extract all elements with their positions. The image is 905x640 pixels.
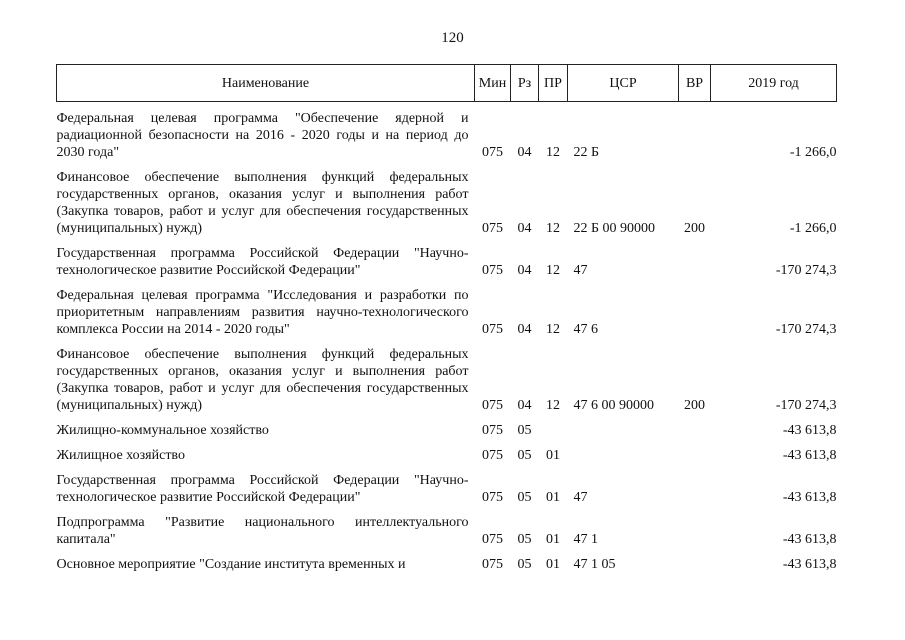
table-row [57, 472, 837, 506]
row-vr [679, 245, 711, 279]
row-rz: 04 [517, 398, 532, 413]
row-name: Федеральная целевая программа "Обеспечение ядерной и радиационной безопасности на 2016 - 2020 годы и на период до 2030 года" [56, 111, 469, 160]
row-name: Финансовое обеспечение выполнения функций федеральных государственных органов, оказания услуг и выполнения работ (Закупка товаров, работ и услуг для обеспечения государственных (муниципальных) нужд) [56, 170, 469, 236]
table-row [57, 287, 837, 338]
row-vr [679, 422, 711, 439]
row-vr: 200 [684, 398, 705, 413]
row-rz: 04 [517, 322, 532, 337]
row-min: 075 [482, 322, 503, 337]
row-vr [679, 556, 711, 573]
row-pr: 01 [546, 557, 560, 572]
table-header-row [57, 65, 837, 102]
row-min: 075 [482, 490, 503, 505]
row-amount: -170 274,3 [775, 263, 837, 278]
header-vr: ВР [679, 65, 711, 102]
table-row [57, 245, 837, 279]
row-name: Жилищно-коммунальное хозяйство [56, 423, 269, 438]
row-csr: 22 Б 00 90000 [573, 221, 656, 236]
row-min: 075 [482, 263, 503, 278]
row-vr: 200 [684, 221, 705, 236]
row-rz: 05 [517, 557, 532, 572]
row-name: Основное мероприятие "Создание института временных и [56, 557, 406, 572]
page-number: 120 [441, 30, 464, 46]
row-vr [679, 110, 711, 161]
row-min: 075 [482, 423, 503, 438]
row-min: 075 [482, 557, 503, 572]
header-name: Наименование [57, 65, 475, 102]
table-row [57, 556, 837, 573]
header-pr: ПР [539, 65, 568, 102]
row-amount: -43 613,8 [782, 557, 837, 572]
row-amount: -43 613,8 [782, 490, 837, 505]
row-min: 075 [482, 532, 503, 547]
row-rz: 05 [517, 423, 532, 438]
row-name: Государственная программа Российской Федерации "Научно-технологическое развитие Российской Федерации" [56, 246, 469, 278]
row-rz: 04 [517, 145, 532, 160]
row-vr [679, 287, 711, 338]
row-csr: 47 6 [573, 322, 598, 337]
row-rz: 05 [517, 448, 532, 463]
row-rz: 04 [517, 263, 532, 278]
row-name: Жилищное хозяйство [56, 448, 185, 463]
row-csr: 47 1 [573, 532, 598, 547]
header-csr: ЦСР [568, 65, 679, 102]
row-pr: 12 [546, 398, 560, 413]
row-pr: 12 [546, 145, 560, 160]
header-min: Мин [475, 65, 511, 102]
row-pr: 12 [546, 263, 560, 278]
row-amount: -170 274,3 [775, 322, 837, 337]
row-amount: -43 613,8 [782, 423, 837, 438]
row-csr: 47 1 05 [573, 557, 616, 572]
row-pr: 01 [546, 448, 560, 463]
row-min: 075 [482, 145, 503, 160]
row-vr [679, 447, 711, 464]
row-rz: 05 [517, 532, 532, 547]
row-amount: -1 266,0 [789, 145, 837, 160]
row-min: 075 [482, 448, 503, 463]
row-pr [539, 422, 568, 439]
table-row [57, 169, 837, 237]
row-rz: 04 [517, 221, 532, 236]
row-amount: -43 613,8 [782, 448, 837, 463]
row-amount: -170 274,3 [775, 398, 837, 413]
row-amount: -43 613,8 [782, 532, 837, 547]
table-row [57, 447, 837, 464]
row-pr: 01 [546, 532, 560, 547]
row-vr [679, 514, 711, 548]
row-name: Государственная программа Российской Федерации "Научно-технологическое развитие Российской Федерации" [56, 473, 469, 505]
table-row [57, 110, 837, 161]
row-min: 075 [482, 221, 503, 236]
row-name: Финансовое обеспечение выполнения функций федеральных государственных органов, оказания услуг и выполнения работ (Закупка товаров, работ и услуг для обеспечения государственных (муниципальных) нужд) [56, 347, 469, 413]
row-min: 075 [482, 398, 503, 413]
row-amount: -1 266,0 [789, 221, 837, 236]
row-csr: 47 [573, 263, 588, 278]
row-rz: 05 [517, 490, 532, 505]
row-csr [568, 422, 679, 439]
row-csr: 47 [573, 490, 588, 505]
header-year: 2019 год [711, 65, 837, 102]
row-name: Подпрограмма "Развитие национального интеллектуального капитала" [56, 515, 469, 547]
row-pr: 12 [546, 221, 560, 236]
header-rz: Рз [511, 65, 539, 102]
row-csr: 47 6 00 90000 [573, 398, 654, 413]
table-row [57, 422, 837, 439]
row-csr: 22 Б [573, 145, 600, 160]
table-row [57, 346, 837, 414]
table-row [57, 514, 837, 548]
row-vr [679, 472, 711, 506]
budget-table [56, 64, 837, 573]
row-name: Федеральная целевая программа "Исследования и разработки по приоритетным направлениям развития научно-технологического комплекса России на 2014 - 2020 годы" [56, 288, 469, 337]
row-pr: 01 [546, 490, 560, 505]
row-csr [568, 447, 679, 464]
row-pr: 12 [546, 322, 560, 337]
